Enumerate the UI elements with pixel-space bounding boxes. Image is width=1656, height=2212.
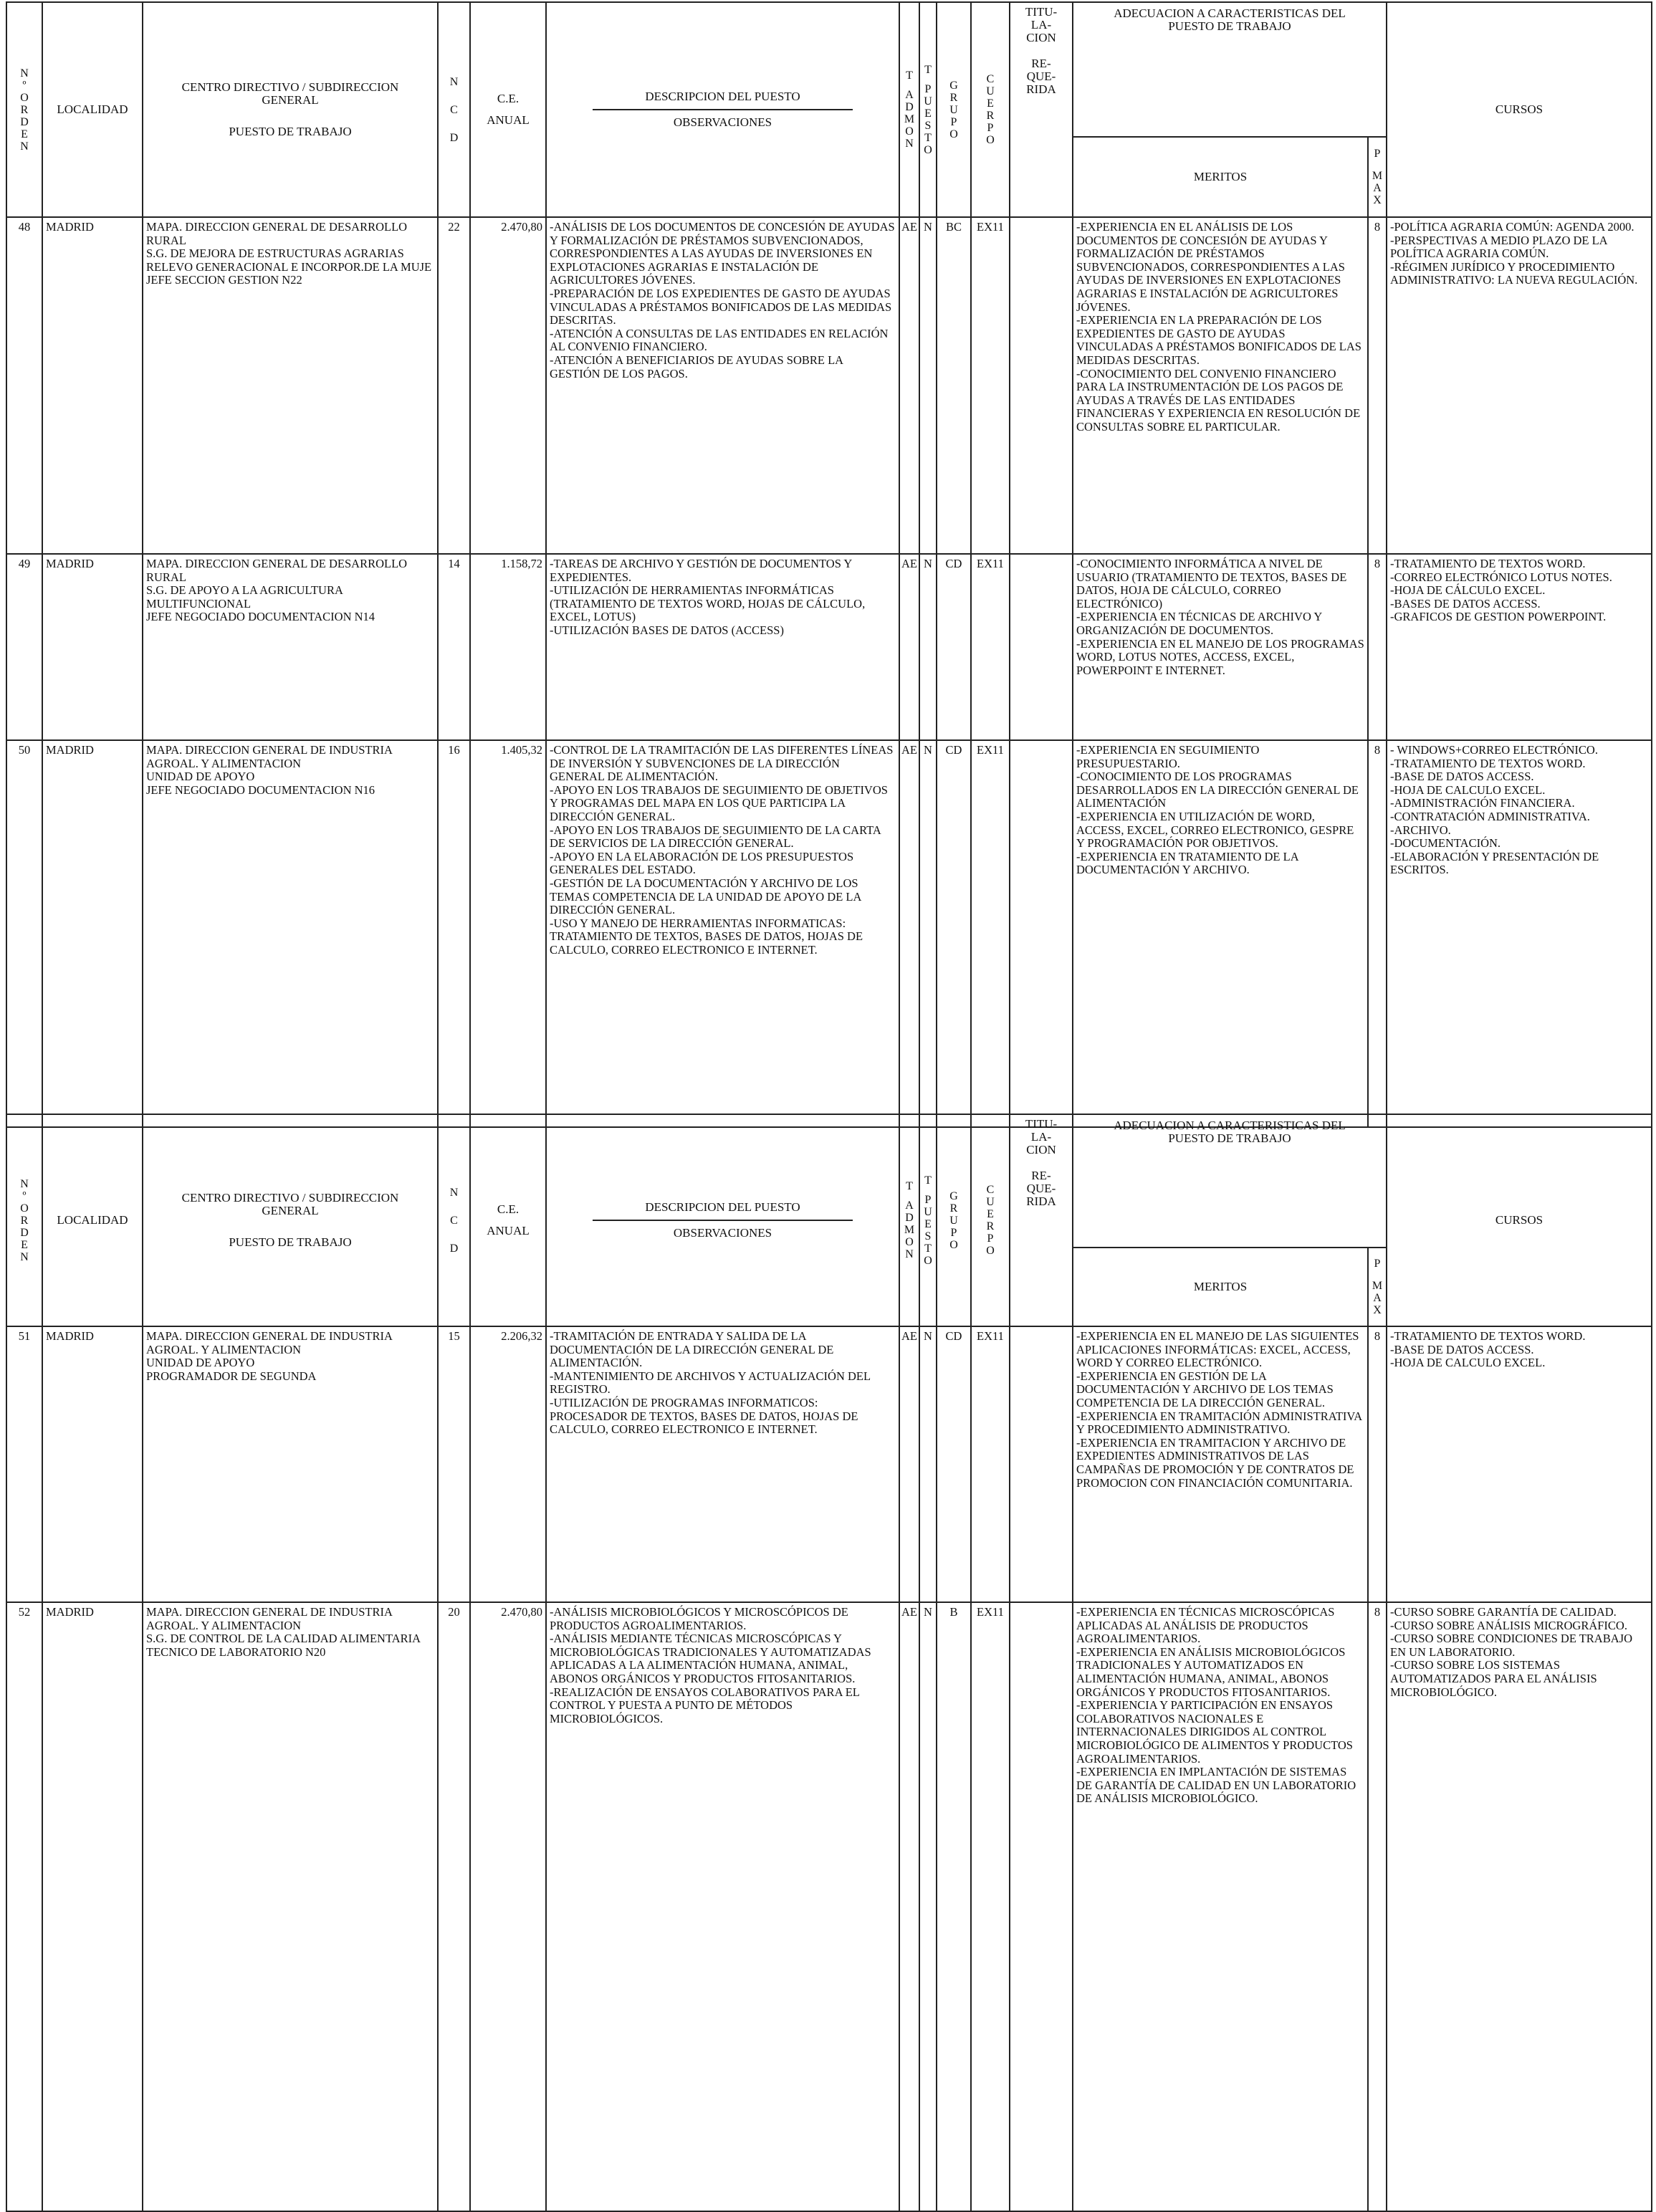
cell-tpuesto: N bbox=[919, 217, 937, 554]
header-adecuacion: ADECUACION A CARACTERISTICAS DEL PUESTO DE TRABAJO bbox=[1073, 1114, 1387, 1248]
cell-localidad: MADRID bbox=[42, 740, 143, 1127]
header-cuerpo: C U E R P O bbox=[971, 2, 1010, 217]
cell-cuerpo: EX11 bbox=[971, 1602, 1010, 2211]
cell-ce: 2.470,80 bbox=[470, 1602, 546, 2211]
cell-grupo: CD bbox=[937, 740, 971, 1127]
cell-pmax: 8 bbox=[1368, 217, 1387, 554]
cell-localidad: MADRID bbox=[42, 1326, 143, 1602]
cell-cuerpo: EX11 bbox=[971, 554, 1010, 740]
table-row bbox=[6, 740, 1652, 1127]
header-rule bbox=[593, 109, 852, 110]
cell-tpuesto: N bbox=[919, 740, 937, 1127]
cell-ncd: 16 bbox=[438, 740, 470, 1127]
header-centro: CENTRO DIRECTIVO / SUBDIRECCION GENERAL PUESTO DE TRABAJO bbox=[143, 1114, 438, 1326]
cell-centro: MAPA. DIRECCION GENERAL DE INDUSTRIA AGROAL. Y ALIMENTACION S.G. DE CONTROL DE LA CALIDAD ALIMENTARIA TECNICO DE LABORATORIO N20 bbox=[143, 1602, 438, 2211]
cell-descripcion: -TRAMITACIÓN DE ENTRADA Y SALIDA DE LA DOCUMENTACIÓN DE LA DIRECCIÓN GENERAL DE ALIMENTACIÓN. -MANTENIMIENTO DE ARCHIVOS Y ACTUALIZACIÓN DEL REGISTRO. -UTILIZACIÓN DE PROGRAMAS INFORMATICOS: PROCESADOR DE TEXTOS, BASES DE DATOS, HOJAS DE CALCULO, CORREO ELECTRONICO E INTERNET. bbox=[546, 1326, 899, 1602]
cell-cursos: -TRATAMIENTO DE TEXTOS WORD. -CORREO ELECTRÓNICO LOTUS NOTES. -HOJA DE CÁLCULO EXCEL. -BASES DE DATOS ACCESS. -GRAFICOS DE GESTION POWERPOINT. bbox=[1387, 554, 1652, 740]
header-adecuacion: ADECUACION A CARACTERISTICAS DEL PUESTO DE TRABAJO bbox=[1073, 2, 1387, 137]
cell-tadmon: AE bbox=[899, 217, 919, 554]
cell-cursos: -CURSO SOBRE GARANTÍA DE CALIDAD. -CURSO SOBRE ANÁLISIS MICROGRÁFICO. -CURSO SOBRE CONDICIONES DE TRABAJO EN UN LABORATORIO. -CURSO SOBRE LOS SISTEMAS AUTOMATIZADOS PARA EL ANÁLISIS MICROBIOLÓGICO. bbox=[1387, 1602, 1652, 2211]
cell-ncd: 15 bbox=[438, 1326, 470, 1602]
cell-descripcion: -CONTROL DE LA TRAMITACIÓN DE LAS DIFERENTES LÍNEAS DE INVERSIÓN Y SUBVENCIONES DE LA DIRECCIÓN GENERAL DE ALIMENTACIÓN. -APOYO EN LOS TRABAJOS DE SEGUIMIENTO DE OBJETIVOS Y PROGRAMAS DEL MAPA EN LOS QUE PARTICIPA LA DIRECCIÓN GENERAL. -APOYO EN LOS TRABAJOS DE SEGUIMIENTO DE LA CARTA DE SERVICIOS DE LA DIRECCIÓN GENERAL. -APOYO EN LA ELABORACIÓN DE LOS PRESUPUESTOS GENERALES DEL ESTADO. -GESTIÓN DE LA DOCUMENTACIÓN Y ARCHIVO DE LOS TEMAS COMPETENCIA DE LA UNIDAD DE APOYO DE LA DIRECCIÓN GENERAL. -USO Y MANEJO DE HERRAMIENTAS INFORMATICAS: TRATAMIENTO DE TEXTOS, BASES DE DATOS, HOJAS DE CALCULO, CORREO ELECTRONICO E INTERNET. bbox=[546, 740, 899, 1127]
header-orden: N º O R D E N bbox=[6, 1114, 42, 1326]
table-row bbox=[6, 1326, 1652, 1602]
header-ncd: N C D bbox=[438, 2, 470, 217]
header-tpuesto: T P U E S T O bbox=[919, 2, 937, 217]
cell-tpuesto: N bbox=[919, 1602, 937, 2211]
cell-centro: MAPA. DIRECCION GENERAL DE INDUSTRIA AGROAL. Y ALIMENTACION UNIDAD DE APOYO PROGRAMADOR DE SEGUNDA bbox=[143, 1326, 438, 1602]
cell-ce: 2.470,80 bbox=[470, 217, 546, 554]
header-centro: CENTRO DIRECTIVO / SUBDIRECCION GENERAL PUESTO DE TRABAJO bbox=[143, 2, 438, 217]
cell-cuerpo: EX11 bbox=[971, 217, 1010, 554]
cell-centro: MAPA. DIRECCION GENERAL DE DESARROLLO RURAL S.G. DE MEJORA DE ESTRUCTURAS AGRARIAS RELEVO GENERACIONAL E INCORPOR.DE LA MUJE JEFE SECCION GESTION N22 bbox=[143, 217, 438, 554]
cell-orden: 52 bbox=[6, 1602, 42, 2211]
cell-tpuesto: N bbox=[919, 1326, 937, 1602]
header-ce: C.E. ANUAL bbox=[470, 2, 546, 217]
header-pmax: P M A X bbox=[1368, 1248, 1387, 1326]
header-cursos: CURSOS bbox=[1387, 2, 1652, 217]
header-descripcion: DESCRIPCION DEL PUESTO OBSERVACIONES bbox=[546, 2, 899, 217]
cell-centro: MAPA. DIRECCION GENERAL DE DESARROLLO RURAL S.G. DE APOYO A LA AGRICULTURA MULTIFUNCIONAL JEFE NEGOCIADO DOCUMENTACION N14 bbox=[143, 554, 438, 740]
cell-ce: 2.206,32 bbox=[470, 1326, 546, 1602]
cell-descripcion: -ANÁLISIS DE LOS DOCUMENTOS DE CONCESIÓN DE AYUDAS Y FORMALIZACIÓN DE PRÉSTAMOS SUBVENCIONADOS, CORRESPONDIENTES A LAS AYUDAS DE INVERSIONES EN EXPLOTACIONES AGRARIAS E INSTALACIÓN DE AGRICULTORES JÓVENES. -PREPARACIÓN DE LOS EXPEDIENTES DE GASTO DE AYUDAS VINCULADAS A PRÉSTAMOS BONIFICADOS DE LAS MEDIDAS DESCRITAS. -ATENCIÓN A CONSULTAS DE LAS ENTIDADES EN RELACIÓN AL CONVENIO FINANCIERO. -ATENCIÓN A BENEFICIARIOS DE AYUDAS SOBRE LA GESTIÓN DE LOS PAGOS. bbox=[546, 217, 899, 554]
cell-pmax: 8 bbox=[1368, 1326, 1387, 1602]
header-tpuesto: T P U E S T O bbox=[919, 1114, 937, 1326]
cell-orden: 50 bbox=[6, 740, 42, 1127]
cell-localidad: MADRID bbox=[42, 217, 143, 554]
cell-cursos: -TRATAMIENTO DE TEXTOS WORD. -BASE DE DATOS ACCESS. -HOJA DE CALCULO EXCEL. bbox=[1387, 1326, 1652, 1602]
header-descripcion: DESCRIPCION DEL PUESTO OBSERVACIONES bbox=[546, 1114, 899, 1326]
header-pmax: P M A X bbox=[1368, 137, 1387, 217]
cell-localidad: MADRID bbox=[42, 554, 143, 740]
cell-meritos: -EXPERIENCIA EN SEGUIMIENTO PRESUPUESTARIO. -CONOCIMIENTO DE LOS PROGRAMAS DESARROLLADOS EN LA DIRECCIÓN GENERAL DE ALIMENTACIÓN -EXPERIENCIA EN UTILIZACIÓN DE WORD, ACCESS, EXCEL, CORREO ELECTRONICO, GESPRE Y PROGRAMACIÓN POR OBJETIVOS. -EXPERIENCIA EN TRATAMIENTO DE LA DOCUMENTACIÓN Y ARCHIVO. bbox=[1073, 740, 1368, 1127]
header-localidad: LOCALIDAD bbox=[42, 2, 143, 217]
cell-orden: 49 bbox=[6, 554, 42, 740]
header-cursos: CURSOS bbox=[1387, 1114, 1652, 1326]
cell-tadmon: AE bbox=[899, 1326, 919, 1602]
cell-cursos: - WINDOWS+CORREO ELECTRÓNICO. -TRATAMIENTO DE TEXTOS WORD. -BASE DE DATOS ACCESS. -HOJA DE CALCULO EXCEL. -ADMINISTRACIÓN FINANCIERA. -CONTRATACIÓN ADMINISTRATIVA. -ARCHIVO. -DOCUMENTACIÓN. -ELABORACIÓN Y PRESENTACIÓN DE ESCRITOS. bbox=[1387, 740, 1652, 1127]
header-cuerpo: C U E R P O bbox=[971, 1114, 1010, 1326]
header-rule bbox=[593, 1220, 852, 1221]
cell-titulacion bbox=[1010, 1326, 1073, 1602]
cell-tpuesto: N bbox=[919, 554, 937, 740]
table-row bbox=[6, 1602, 1652, 2211]
header-tadmon: T A D M O N bbox=[899, 2, 919, 217]
cell-titulacion bbox=[1010, 554, 1073, 740]
positions-table-2 bbox=[6, 1114, 1652, 2212]
header-meritos: MERITOS bbox=[1073, 137, 1368, 217]
cell-orden: 48 bbox=[6, 217, 42, 554]
cell-orden: 51 bbox=[6, 1326, 42, 1602]
cell-meritos: -EXPERIENCIA EN EL MANEJO DE LAS SIGUIENTES APLICACIONES INFORMÁTICAS: EXCEL, ACCESS, WORD Y CORREO ELECTRÓNICO. -EXPERIENCIA EN GESTIÓN DE LA DOCUMENTACIÓN Y ARCHIVO DE LOS TEMAS COMPETENCIA DE LA DIRECCIÓN GENERAL. -EXPERIENCIA EN TRAMITACIÓN ADMINISTRATIVA Y PROCEDIMIENTO ADMINISTRATIVO. -EXPERIENCIA EN TRAMITACION Y ARCHIVO DE EXPEDIENTES ADMINISTRATIVOS DE LAS CAMPAÑAS DE PROMOCIÓN Y DE CONTRATOS DE PROMOCION CON FINANCIACIÓN COMUNITARIA. bbox=[1073, 1326, 1368, 1602]
cell-meritos: -EXPERIENCIA EN TÉCNICAS MICROSCÓPICAS APLICADAS AL ANÁLISIS DE PRODUCTOS AGROALIMENTARIOS. -EXPERIENCIA EN ANÁLISIS MICROBIOLÓGICOS TRADICIONALES Y AUTOMATIZADOS EN ALIMENTACIÓN HUMANA, ANIMAL, ABONOS ORGÁNICOS Y PRODUCTOS FITOSANITARIOS. -EXPERIENCIA Y PARTICIPACIÓN EN ENSAYOS COLABORATIVOS NACIONALES E INTERNACIONALES DIRIGIDOS AL CONTROL MICROBIOLÓGICO DE ALIMENTOS Y PRODUCTOS AGROALIMENTARIOS. -EXPERIENCIA EN IMPLANTACIÓN DE SISTEMAS DE GARANTÍA DE CALIDAD EN UN LABORATORIO DE ANÁLISIS MICROBIOLÓGICO. bbox=[1073, 1602, 1368, 2211]
cell-ce: 1.405,32 bbox=[470, 740, 546, 1127]
cell-cuerpo: EX11 bbox=[971, 740, 1010, 1127]
cell-localidad: MADRID bbox=[42, 1602, 143, 2211]
header-meritos: MERITOS bbox=[1073, 1248, 1368, 1326]
cell-descripcion: -TAREAS DE ARCHIVO Y GESTIÓN DE DOCUMENTOS Y EXPEDIENTES. -UTILIZACIÓN DE HERRAMIENTAS INFORMÁTICAS (TRATAMIENTO DE TEXTOS WORD, HOJAS DE CÁLCULO, EXCEL, LOTUS) -UTILIZACIÓN BASES DE DATOS (ACCESS) bbox=[546, 554, 899, 740]
cell-tadmon: AE bbox=[899, 554, 919, 740]
cell-cursos: -POLÍTICA AGRARIA COMÚN: AGENDA 2000. -PERSPECTIVAS A MEDIO PLAZO DE LA POLÍTICA AGRARIA COMÚN. -RÉGIMEN JURÍDICO Y PROCEDIMIENTO ADMINISTRATIVO: LA NUEVA REGULACIÓN. bbox=[1387, 217, 1652, 554]
header-grupo: G R U P O bbox=[937, 2, 971, 217]
cell-pmax: 8 bbox=[1368, 740, 1387, 1127]
cell-ce: 1.158,72 bbox=[470, 554, 546, 740]
header-localidad: LOCALIDAD bbox=[42, 1114, 143, 1326]
cell-cuerpo: EX11 bbox=[971, 1326, 1010, 1602]
table-row bbox=[6, 217, 1652, 554]
cell-ncd: 22 bbox=[438, 217, 470, 554]
cell-descripcion: -ANÁLISIS MICROBIOLÓGICOS Y MICROSCÓPICOS DE PRODUCTOS AGROALIMENTARIOS. -ANÁLISIS MEDIANTE TÉCNICAS MICROSCÓPICAS Y MICROBIOLÓGICAS TRADICIONALES Y AUTOMATIZADAS APLICADAS A LA ALIMENTACIÓN HUMANA, ANIMAL, ABONOS ORGÁNICOS Y PRODUCTOS FITOSANITARIOS. -REALIZACIÓN DE ENSAYOS COLABORATIVOS PARA EL CONTROL Y PUESTA A PUNTO DE MÉTODOS MICROBIOLÓGICOS. bbox=[546, 1602, 899, 2211]
cell-grupo: B bbox=[937, 1602, 971, 2211]
header-ce: C.E. ANUAL bbox=[470, 1114, 546, 1326]
header-orden: N º O R D E N bbox=[6, 2, 42, 217]
cell-pmax: 8 bbox=[1368, 554, 1387, 740]
cell-meritos: -CONOCIMIENTO INFORMÁTICA A NIVEL DE USUARIO (TRATAMIENTO DE TEXTOS, BASES DE DATOS, HOJA DE CÁLCULO, CORREO ELECTRÓNICO) -EXPERIENCIA EN TÉCNICAS DE ARCHIVO Y ORGANIZACIÓN DE DOCUMENTOS. -EXPERIENCIA EN EL MANEJO DE LOS PROGRAMAS WORD, LOTUS NOTES, ACCESS, EXCEL, POWERPOINT E INTERNET. bbox=[1073, 554, 1368, 740]
cell-tadmon: AE bbox=[899, 740, 919, 1127]
cell-ncd: 20 bbox=[438, 1602, 470, 2211]
cell-ncd: 14 bbox=[438, 554, 470, 740]
header-titulacion: TITU- LA- CION RE- QUE- RIDA bbox=[1010, 1114, 1073, 1326]
header-tadmon: T A D M O N bbox=[899, 1114, 919, 1326]
cell-centro: MAPA. DIRECCION GENERAL DE INDUSTRIA AGROAL. Y ALIMENTACION UNIDAD DE APOYO JEFE NEGOCIADO DOCUMENTACION N16 bbox=[143, 740, 438, 1127]
cell-tadmon: AE bbox=[899, 1602, 919, 2211]
table-row bbox=[6, 554, 1652, 740]
cell-grupo: CD bbox=[937, 554, 971, 740]
cell-grupo: BC bbox=[937, 217, 971, 554]
header-grupo: G R U P O bbox=[937, 1114, 971, 1326]
cell-titulacion bbox=[1010, 217, 1073, 554]
cell-grupo: CD bbox=[937, 1326, 971, 1602]
positions-table-1 bbox=[6, 1, 1652, 1128]
header-ncd: N C D bbox=[438, 1114, 470, 1326]
cell-titulacion bbox=[1010, 740, 1073, 1127]
cell-meritos: -EXPERIENCIA EN EL ANÁLISIS DE LOS DOCUMENTOS DE CONCESIÓN DE AYUDAS Y FORMALIZACIÓN DE PRÉSTAMOS SUBVENCIONADOS, CORRESPONDIENTES A LAS AYUDAS DE INVERSIONES EN EXPLOTACIONES AGRARIAS E INSTALACIÓN DE AGRICULTORES JÓVENES. -EXPERIENCIA EN LA PREPARACIÓN DE LOS EXPEDIENTES DE GASTO DE AYUDAS VINCULADAS A PRÉSTAMOS BONIFICADOS DE LAS MEDIDAS DESCRITAS. -CONOCIMIENTO DEL CONVENIO FINANCIERO PARA LA INSTRUMENTACIÓN DE LOS PAGOS DE AYUDAS A TRAVÉS DE LAS ENTIDADES FINANCIERAS Y EXPERIENCIA EN RESOLUCIÓN DE CONSULTAS SOBRE EL PARTICULAR. bbox=[1073, 217, 1368, 554]
header-titulacion: TITU- LA- CION RE- QUE- RIDA bbox=[1010, 2, 1073, 217]
cell-titulacion bbox=[1010, 1602, 1073, 2211]
cell-pmax: 8 bbox=[1368, 1602, 1387, 2211]
